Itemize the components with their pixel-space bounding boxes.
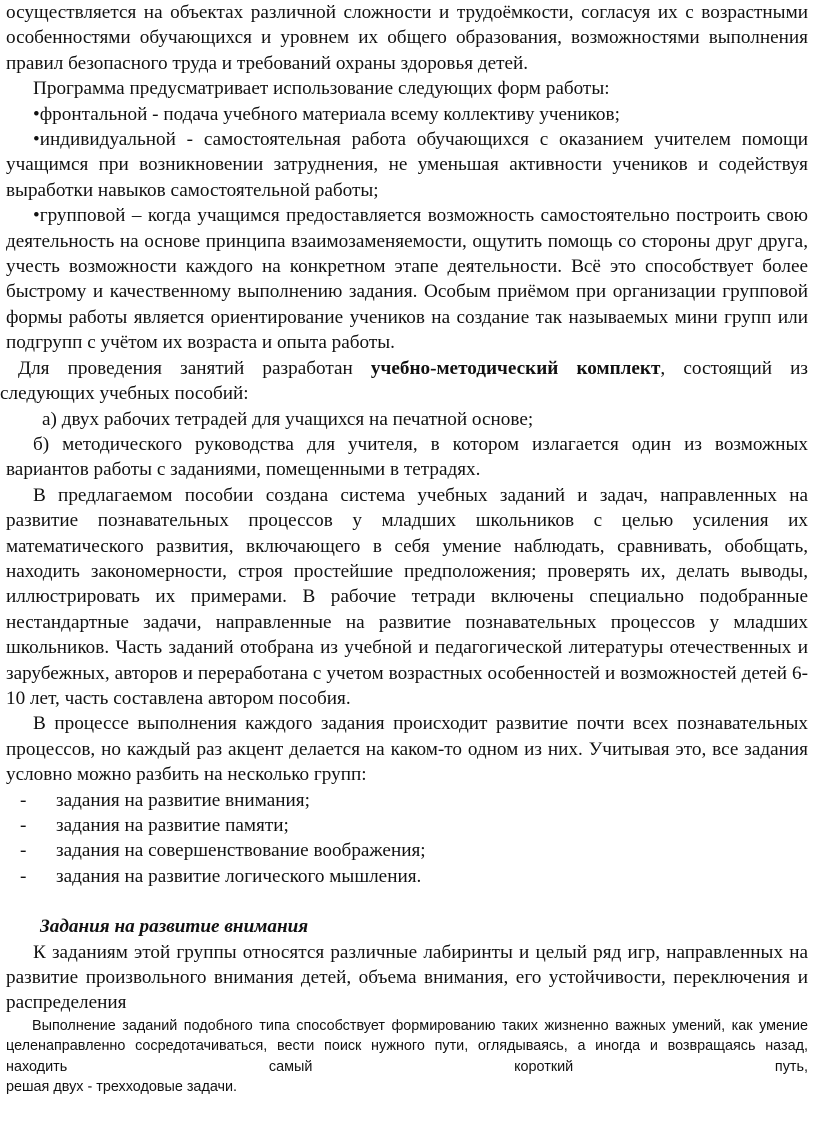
dash-item-text: задания на совершенствование воображения; [56, 840, 426, 862]
bullet-frontal-text: фронтальной - подача учебного материала всему коллективу учеников; [39, 103, 620, 125]
bullet-individual-text: индивидуальной - самостоятельная работа обучающихся с оказанием учителем помощи учащимся при возникновении затруднения, не уменьшая активности учеников и содействуя выработки навыков самостоятельной работы; [6, 129, 808, 201]
dash-item-text: задания на развитие памяти; [56, 815, 289, 836]
dash-icon: - [20, 815, 27, 836]
paragraph-attention: К заданиям этой группы относятся различные лабиринты и целый ряд игр, направленных на развитие произвольного внимания детей, объема внимания, его устойчивости, переключения и распределения [6, 941, 808, 1014]
paragraph-kit-before: Для проведения занятий разработан [18, 357, 371, 379]
paragraph-forms-intro: Программа предусматривает использование следующих форм работы: [33, 78, 610, 100]
bullet-group [0, 203, 816, 355]
bullet-individual [0, 127, 816, 203]
dash-item-memory [0, 813, 816, 838]
bullet-icon: • [33, 205, 40, 227]
paragraph-kit-after: , состоящий из следующих учебных пособий: [0, 357, 809, 405]
spacer [0, 889, 816, 914]
dash-icon: - [20, 840, 27, 862]
paragraph-skills: Выполнение заданий подобного типа способствует формированию таких жизненно важных умений, как умение целенаправленно сосредотачиваться, вести поиск нужного пути, оглядываясь, а иногда и возвращаясь назад, находить самый короткий путь, [6, 1017, 808, 1075]
dash-item-text: задания на развитие внимания; [56, 789, 310, 811]
list-item-b: б) методического руководства для учителя, в котором излагается один из возможных вариантов работы с заданиями, помещенными в тетрадях. [6, 433, 808, 481]
dash-item-attention [0, 788, 816, 813]
dash-item-imagination [0, 838, 816, 863]
paragraph-system: В предлагаемом пособии создана система учебных заданий и задач, направленных на развитие познавательных процессов у младших школьников с целью усиления их математического развития, включающего в себя умение наблюдать, сравнивать, обобщать, находить закономерности, строя простейшие предположения; проверять их, делать выводы, иллюстрировать их примерами. В рабочие тетради включены специально подобранные нестандартные задачи, направленные на развитие познавательных процессов у младших школьников. Часть заданий отобрана из учебной и педагогической литературы отечественных и зарубежных, авторов и переработана с учетом возрастных особенностей и возможностей детей 6-10 лет, часть составлена автором пособия. [6, 484, 808, 709]
bullet-frontal [0, 102, 816, 127]
dash-item-text: задания на развитие логического мышления. [56, 865, 422, 887]
section-heading: Задания на развитие внимания [40, 916, 309, 938]
paragraph-skills-end: решая двух - трехходовые задачи. [6, 1079, 238, 1096]
bullet-icon: • [33, 129, 40, 151]
paragraph-kit-bold: учебно-методический комплект [370, 357, 661, 379]
paragraph-intro: осуществляется на объектах различной сложности и трудоёмкости, согласуя их с возрастными особенностями обучающихся и уровнем их общего образования, возможностями выполнения правил безопасного труда и требований охраны здоровья детей. [6, 2, 808, 74]
dash-icon: - [20, 789, 27, 811]
dash-item-logic [0, 864, 816, 889]
dash-icon: - [20, 865, 27, 887]
bullet-icon: • [33, 103, 40, 125]
paragraph-kit [0, 356, 816, 407]
paragraph-process: В процессе выполнения каждого задания происходит развитие почти всех познавательных процессов, но каждый раз акцент делается на каком-то одном из них. Учитывая это, все задания условно можно разбить на несколько групп: [6, 713, 808, 786]
list-item-a: а) двух рабочих тетрадей для учащихся на печатной основе; [42, 408, 534, 430]
bullet-group-text: групповой – когда учащимся предоставляется возможность самостоятельно построить свою деятельность на основе принципа взаимозаменяемости, ощутить помощь со стороны друг друга, учесть возможности каждого на конкретном этапе деятельности. Всё это способствует более быстрому и качественному выполнению задания. Особым приёмом при организации групповой формы работы является ориентирование учеников на создание так называемых мини групп или подгрупп с учётом их возраста и опыта работы. [6, 205, 808, 354]
